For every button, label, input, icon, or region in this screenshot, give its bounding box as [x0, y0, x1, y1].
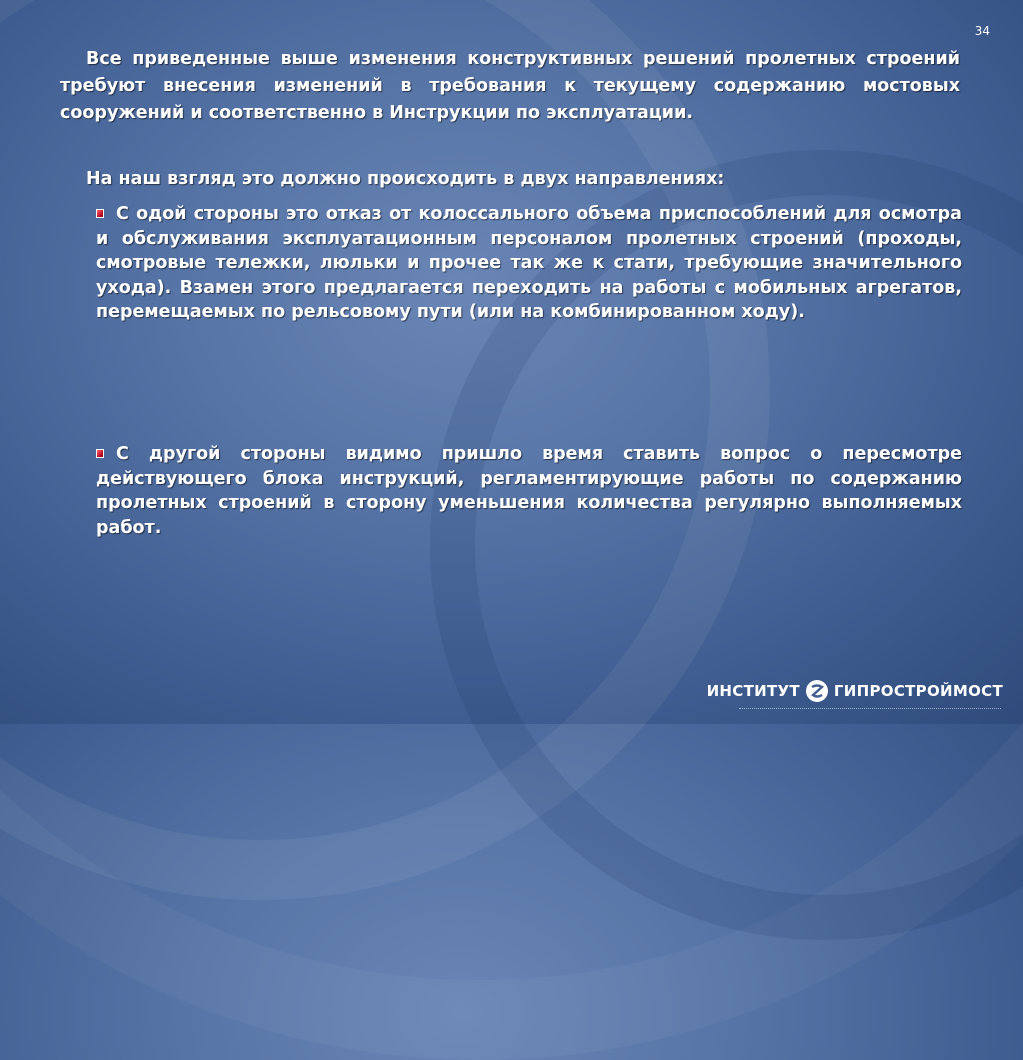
bullet-text: С одой стороны это отказ от колоссального объема приспособлений для осмотра и обслуживания эксплуатационным персоналом пролетных строений (проходы, смотровые тележки, люльки и прочее так же к стати, требующие значительного ухода). Взамен этого предлагается переходить на работы с мобильных агрегатов, перемещаемых по рельсовому пути (или на комбинированном ходу).: [96, 204, 962, 322]
bullet-item: [96, 202, 962, 325]
bullet-square-icon: [96, 449, 104, 458]
logo-left-text: ИНСТИТУТ: [706, 682, 800, 700]
page-number: 34: [974, 24, 990, 38]
logo-right-text: ГИПРОСТРОЙМОСТ: [833, 682, 1003, 700]
bullet-square-icon: [96, 209, 104, 218]
bullet-item: [96, 442, 962, 540]
intro-paragraph: Все приведенные выше изменения конструктивных решений пролетных строений требуют внесения изменений в требования к текущему содержанию мостовых сооружений и соответственно в Инструкции по эксплуатации.: [60, 49, 960, 123]
bullet-text: С другой стороны видимо пришло время ставить вопрос о пересмотре действующего блока инструкций, регламентирующие работы по содержанию пролетных строений в сторону уменьшения количества регулярно выполняемых работ.: [96, 444, 962, 538]
gipro-emblem-icon: [806, 680, 828, 702]
company-logo: [707, 680, 1003, 702]
logo-underline: [739, 708, 1001, 712]
lead-in-text: На наш взгляд это должно происходить в двух направлениях:: [86, 169, 725, 189]
